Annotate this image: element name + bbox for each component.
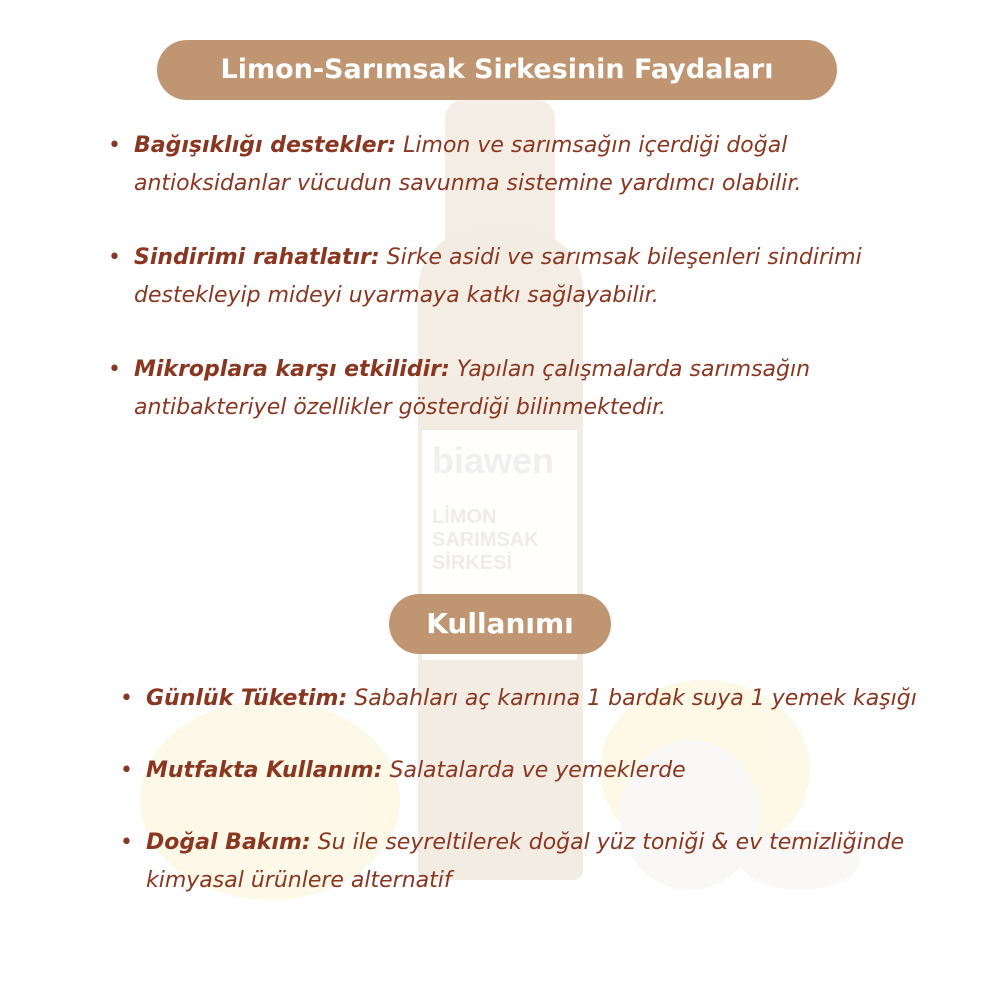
item-text: Salatalarda ve yemeklerde [382, 758, 686, 783]
item-label: Mikroplara karşı etkilidir: [134, 357, 450, 382]
list-item [120, 680, 920, 718]
item-label: Mutfakta Kullanım: [146, 758, 383, 783]
item-label: Günlük Tüketim: [146, 686, 348, 711]
list-item [120, 824, 920, 900]
list-item [108, 239, 928, 315]
item-text: Limon ve sarımsağın içerdiği doğal antioksidanlar vücudun savunma sistemine yardımcı olabilir. [134, 133, 802, 196]
item-text: Sabahları aç karnına 1 bardak suya 1 yemek kaşığı [347, 686, 917, 711]
item-text: Yapılan çalışmalarda sarımsağın antibakteriyel özellikler gösterdiği bilinmektedir. [134, 357, 811, 420]
list-item [120, 752, 920, 790]
usage-title: Kullanımı [389, 594, 611, 654]
list-item [108, 127, 928, 203]
benefits-title: Limon-Sarımsak Sirkesinin Faydaları [157, 40, 837, 100]
list-item [108, 351, 928, 427]
benefits-list [108, 127, 928, 463]
item-text: Su ile seyreltilerek doğal yüz toniği & ev temizliğinde kimyasal ürünlere alternatif [146, 830, 905, 893]
item-text: Sirke asidi ve sarımsak bileşenleri sindirimi destekleyip mideyi uyarmaya katkı sağlayabilir. [134, 245, 862, 308]
brand-logo: biawen [432, 440, 555, 481]
usage-list [120, 680, 920, 934]
item-label: Sindirimi rahatlatır: [134, 245, 380, 270]
item-label: Bağışıklığı destekler: [134, 133, 397, 158]
item-label: Doğal Bakım: [146, 830, 311, 855]
product-name: LİMON SARIMSAK SİRKESİ [432, 506, 539, 574]
